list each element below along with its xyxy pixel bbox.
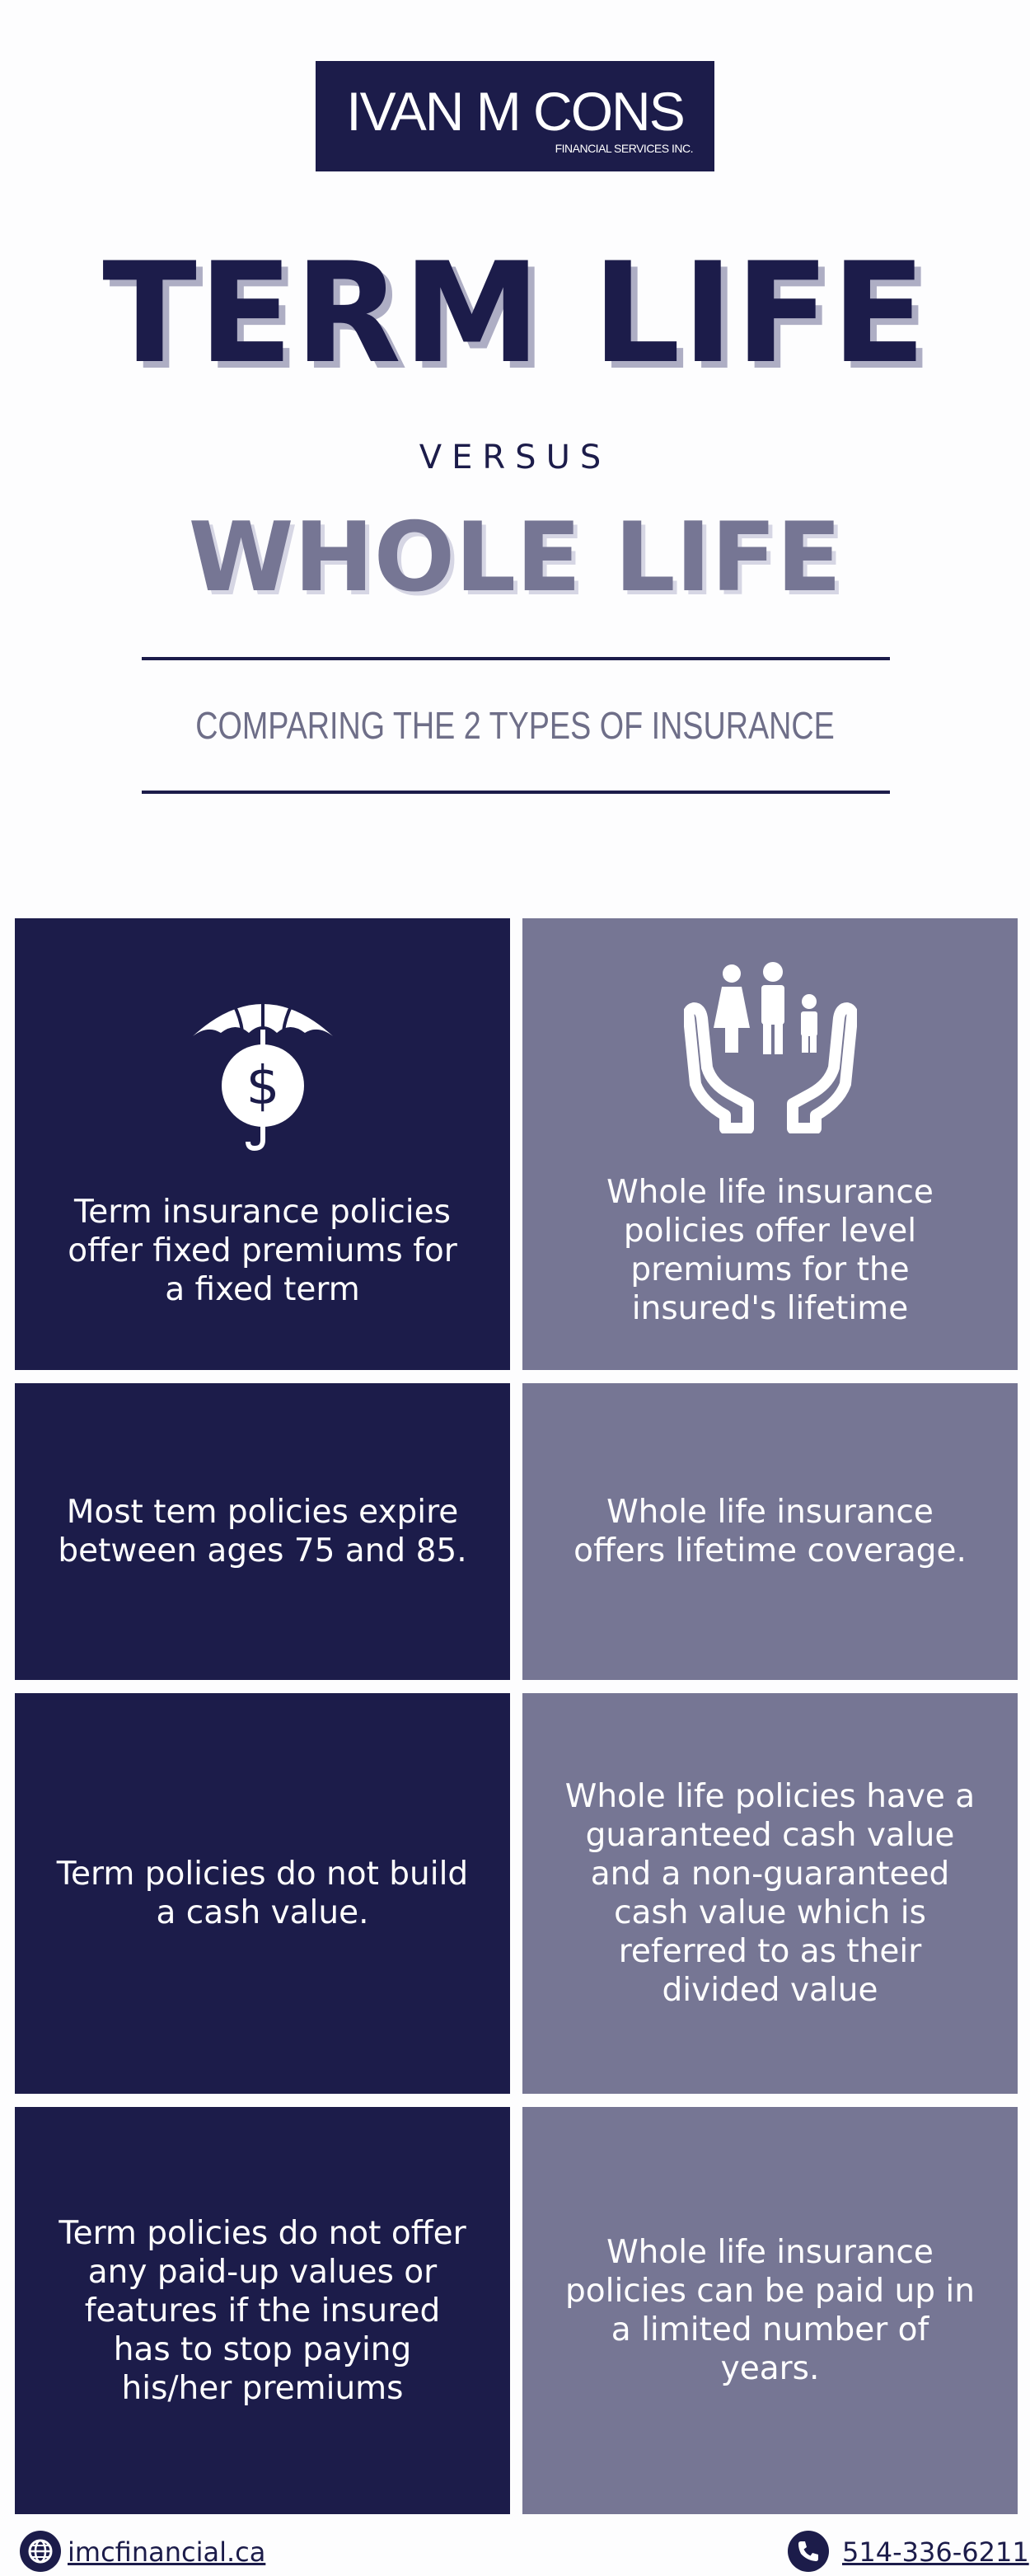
title-whole-life: WHOLE LIFE bbox=[188, 502, 842, 613]
logo-name: IVAN M CONS bbox=[346, 81, 684, 142]
whole-point-premiums: Whole life insurance policies offer level premiums for the insured's lifetime bbox=[606, 1174, 934, 1327]
logo-tagline: FINANCIAL SERVICES INC. bbox=[555, 142, 693, 155]
term-point-cash-value: Term policies do not build a cash value. bbox=[56, 1856, 469, 1931]
term-cell-4 bbox=[15, 2107, 510, 2514]
whole-point-coverage: Whole life insurance offers lifetime coverage. bbox=[574, 1494, 967, 1570]
term-point-premiums: Term insurance policies offer fixed premiums for a fixed term bbox=[68, 1193, 457, 1308]
company-logo bbox=[316, 61, 714, 171]
divider-top bbox=[142, 657, 890, 660]
whole-point-cash-value: Whole life policies have a guaranteed cash value and a non-guaranteed cash value which is referred to as their divided value bbox=[564, 1778, 976, 2009]
family-hands-icon bbox=[684, 960, 857, 1137]
globe-icon bbox=[20, 2531, 61, 2572]
term-cell-1 bbox=[15, 918, 510, 1370]
whole-cell-4 bbox=[522, 2107, 1018, 2514]
term-cell-3 bbox=[15, 1693, 510, 2094]
divider-bottom bbox=[142, 791, 890, 794]
term-point-expiry: Most tem policies expire between ages 75 and 85. bbox=[58, 1494, 467, 1570]
title-term-life: TERM LIFE bbox=[102, 232, 928, 394]
versus-label: VERSUS bbox=[419, 439, 611, 476]
svg-text:$: $ bbox=[246, 1055, 279, 1117]
whole-cell-1 bbox=[522, 918, 1018, 1370]
term-cell-2 bbox=[15, 1383, 510, 1680]
page-subtitle: COMPARING THE 2 TYPES OF INSURANCE bbox=[195, 704, 835, 747]
phone-icon bbox=[788, 2531, 829, 2572]
whole-cell-2 bbox=[522, 1383, 1018, 1680]
umbrella-dollar-icon bbox=[185, 980, 341, 1157]
term-point-paid-up: Term policies do not offer any paid-up values or features if the insured has to stop paying his/her premiums bbox=[59, 2214, 466, 2407]
phone-link[interactable]: 514-336-6211 bbox=[842, 2536, 1029, 2568]
whole-cell-3 bbox=[522, 1693, 1018, 2094]
website-link[interactable]: imcfinancial.ca bbox=[68, 2536, 266, 2568]
whole-point-paid-up: Whole life insurance policies can be paid up in a limited number of years. bbox=[565, 2234, 975, 2387]
